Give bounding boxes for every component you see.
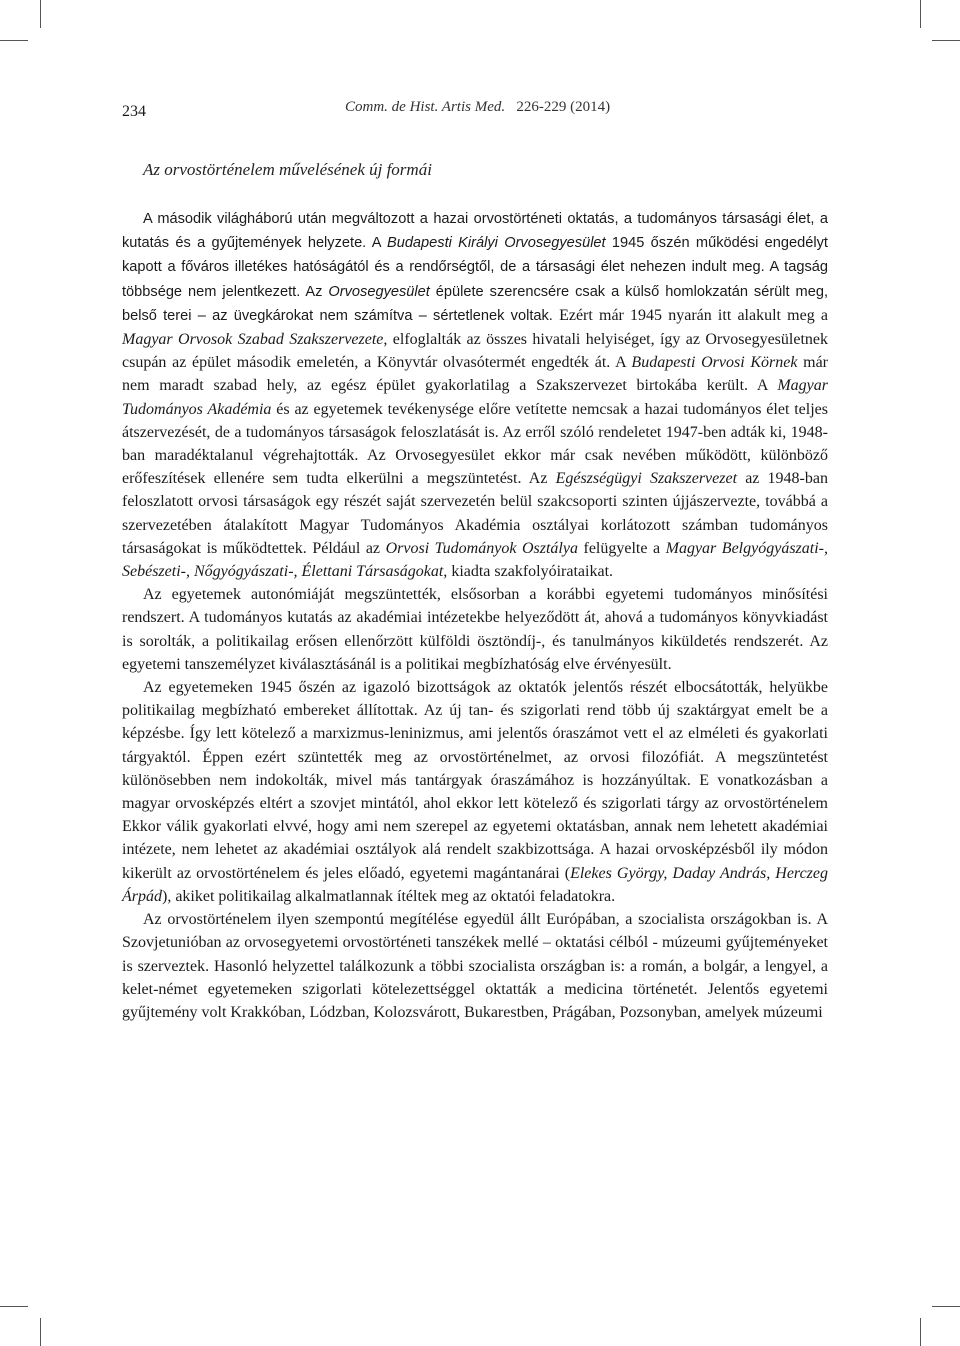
text-run: az 1948-ban feloszlatott orvosi társaságok egy részét saját szervezetén belül szakcsoporti szinten újjászervezte, továbbá a szervezetében átalakított Magyar Tudományos Akadémia osztályai korlátozott számban tudományos társaságokat is működtettek. Például az: [122, 470, 828, 557]
crop-mark: [0, 40, 28, 41]
text-run: kiadta szakfolyóirataikat.: [447, 563, 614, 581]
text-run: Orvosi Tudományok Osztálya: [385, 539, 578, 557]
text-run: Magyar Belgyógyászati-, Sebészeti-, Nőgyógyászati-, Élettani Társaságokat,: [122, 539, 829, 581]
text-run: Budapesti Orvosi Körnek: [631, 354, 798, 372]
crop-mark: [40, 1318, 41, 1346]
crop-mark: [920, 0, 921, 28]
text-run: Elekes György, Daday András, Herczeg Árpád: [122, 864, 828, 905]
text-run: Ezért már 1945 nyarán itt alakult meg a: [559, 306, 828, 324]
article-body: [122, 207, 828, 1024]
journal-title: Comm. de Hist. Artis Med.: [345, 99, 506, 115]
crop-mark: [40, 0, 41, 28]
text-run: ), akiket politikailag alkalmatlannak ítéltek meg az oktatói feladatokra.: [162, 887, 616, 905]
running-header: [122, 99, 838, 123]
text-run: felügyelte a: [577, 539, 666, 557]
text-run: elfoglalták az összes hivatali helyiséget, így az Orvosegyesületnek csupán az épület második emeletén, a Könyvtár olvasótermét engedték át. A: [122, 331, 829, 372]
journal-citation: [345, 99, 610, 116]
text-run: Budapesti Királyi Orvosegyesület: [386, 235, 606, 252]
text-run: és az egyetemek tevékenysége előre vetítette nemcsak a hazai tudományos élet teljes átszervezését, de a tudományos társaságok feloszlatását is. Az erről szóló rendeletet 1947-ben adták ki, 1948-ban maradéktalanul végrehajtották. Az Orvosegyesület ekkor már csak nevében működött, különböző erőfeszítések ellenére sem tudta elkerülni a megszüntetést. Az: [122, 400, 828, 488]
page-number: 234: [122, 103, 146, 120]
paragraph: [122, 207, 828, 583]
text-run: Az egyetemek autonómiáját megszüntették, elsősorban a korábbi egyetemi tudományos minősítési rendszert. A tudományos kutatás az akadémiai intézetekbe helyeződött át, ahová a tudományos könyvkiadást is sorolták, a politikailag erősen ellenőrzött külföldi ösztöndíj-, és tanulmányos kiküldetés rendszerét. Az egyetemi tanszemélyzet kiválasztásánál is a politikai megbízhatóság elve érvényesült.: [122, 586, 828, 673]
crop-mark: [920, 1318, 921, 1346]
paragraph: [122, 583, 828, 676]
paragraph: [122, 676, 828, 908]
page-range: 226-229 (2014): [516, 99, 611, 115]
paragraph: [122, 908, 828, 1024]
text-run: Magyar Orvosok Szabad Szakszervezete,: [122, 331, 388, 349]
text-run: Magyar Tudományos Akadémia: [122, 377, 828, 418]
section-title: Az orvostörténelem művelésének új formái: [143, 160, 432, 179]
crop-mark: [0, 1306, 28, 1307]
text-run: 1945 őszén működési engedélyt kapott a főváros illetékes hatóságától és a rendőrségtől, de a társasági élet nehezen indult meg. A tagság többsége nem jelentkezett. Az: [122, 235, 828, 300]
text-run: már nem maradt szabad hely, az egész épület gyakorlatilag a Szakszervezet birtokába került. A: [122, 354, 828, 395]
text-run: épülete szerencsére csak a külső homlokzatán sérült meg, belső terei – az üvegkárokat nem számítva – sértetlenek voltak.: [122, 283, 829, 324]
crop-mark: [932, 40, 960, 41]
text-run: Egészségügyi Szakszervezet: [555, 470, 738, 488]
crop-mark: [932, 1306, 960, 1307]
text-run: Az egyetemeken 1945 őszén az igazoló bizottságok az oktatók jelentős részét elbocsátották, helyükbe politikailag megbízható embereket állítottak. Az új tan- és szigorlati rend több új szaktárgyat emelt be a képzésbe. Így lett kötelező a marxizmus-leninizmus, ami jelentős óraszámot vett el az elméleti és gyakorlati tárgyaktól. Éppen ezért szüntették meg az orvostörténelmet, az orvosi filozófiát. A megszüntetést különösebben nem indokolták, mivel más tantárgyak óraszámához is hozzányúltak. E vonatkozásban a magyar orvosképzés eltért a szovjet mintától, ahol ekkor lett kötelező és szigorlati tárgy az orvostörténelem Ekkor válik gyakorlati elvvé, hogy ami nem szerepel az egyetemi oktatásban, annak nem lehetett akadémiai intézete, nem lehetet az akadémiai osztályok alá rendelt szakbizottsága. A hazai orvosképzésből ily módon kikerült az orvostörténelem és jeles előadó, egyetemi magántanárai (: [122, 679, 828, 882]
text-run: Az orvostörténelem ilyen szempontú megítélése egyedül állt Európában, a szocialista országokban is. A Szovjetunióban az orvosegyetemi orvostörténeti tanszékek mellé – oktatási célból - múzeumi gyűjteményeket is szerveztek. Hasonló helyzettel találkozunk a többi szocialista országban is: a román, a bolgár, a lengyel, a kelet-német egyetemeken szigorlati kötelezettséggel oktatták a medicina történetét. Jelentős egyetemi gyűjtemény volt Krakkóban, Lódzban, Kolozsvárott, Bukarestben, Prágában, Pozsonyban, amelyek múzeumi: [122, 911, 828, 1021]
text-run: Orvosegyesület: [328, 283, 430, 300]
text-run: A második világháború után megváltozott a hazai orvostörténeti oktatás, a tudományos társasági élet, a kutatás és a gyűjtemények helyzete. A: [122, 211, 828, 252]
